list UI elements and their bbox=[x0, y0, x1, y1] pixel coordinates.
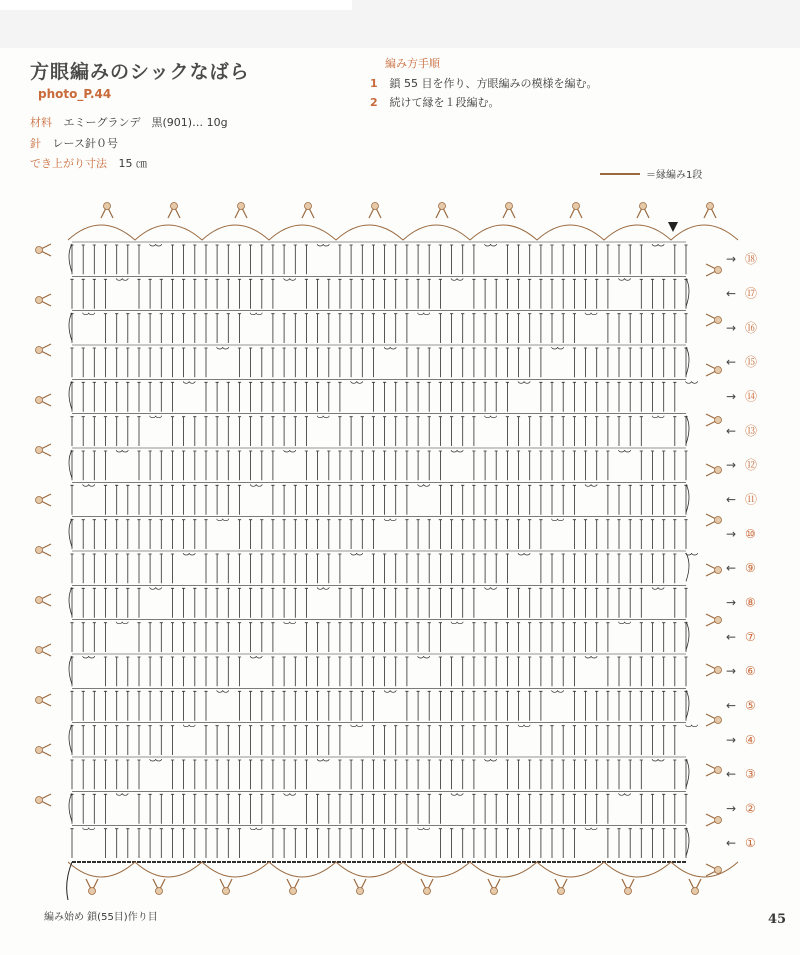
row-label: ⑫ bbox=[745, 458, 758, 473]
edge-picot bbox=[36, 394, 52, 406]
edge-wave-top bbox=[68, 225, 738, 240]
step-text: 鎖 55 目を作り、方眼編みの模様を編む。 bbox=[389, 77, 598, 90]
start-triangle-icon bbox=[668, 222, 678, 232]
row-direction-arrow: ← bbox=[726, 835, 737, 850]
edge-picot bbox=[302, 203, 314, 219]
row-direction-arrow: → bbox=[726, 526, 737, 541]
edge-picot bbox=[36, 744, 52, 756]
chain-loops bbox=[217, 347, 564, 349]
turning-chain bbox=[686, 690, 689, 718]
turning-chain bbox=[686, 622, 689, 650]
edge-picot bbox=[287, 879, 299, 895]
legend-label: ＝縁編み1段 bbox=[646, 170, 703, 181]
edge-picot bbox=[637, 203, 649, 219]
stitch-row bbox=[70, 760, 687, 789]
row-label: ⑤ bbox=[745, 698, 756, 713]
stitch-row bbox=[70, 314, 687, 343]
chain-loops bbox=[217, 690, 564, 692]
edge-picot bbox=[235, 203, 247, 219]
photo-reference: photo_P.44 bbox=[38, 87, 112, 101]
row-label: ⑦ bbox=[745, 629, 756, 644]
edge-picot bbox=[488, 879, 500, 895]
stitch-row bbox=[70, 485, 687, 514]
edge-picot bbox=[706, 364, 722, 376]
edge-picot bbox=[36, 694, 52, 706]
edge-picot bbox=[36, 244, 52, 256]
row-label: ⑱ bbox=[745, 252, 758, 267]
stitch-row bbox=[70, 657, 687, 686]
row-direction-arrow: ← bbox=[726, 355, 737, 370]
edge-picot bbox=[36, 444, 52, 456]
yarn-label: 材料 bbox=[30, 116, 52, 129]
row-label: ⑰ bbox=[745, 286, 758, 301]
turning-chain bbox=[686, 828, 689, 856]
step-text: 続けて縁を１段編む。 bbox=[389, 96, 500, 109]
turning-chain bbox=[69, 519, 72, 547]
start-pointer bbox=[67, 862, 72, 900]
row-label: ⑪ bbox=[745, 492, 758, 507]
page-number: 45 bbox=[768, 912, 787, 927]
row-label: ⑧ bbox=[745, 595, 756, 610]
edge-picot bbox=[706, 664, 722, 676]
edge-picot bbox=[354, 879, 366, 895]
edge-picot bbox=[706, 614, 722, 626]
row-direction-arrow: → bbox=[726, 664, 737, 679]
stitch-row bbox=[70, 348, 687, 377]
edge-wave-bottom bbox=[68, 862, 738, 877]
needle-value: レース針０号 bbox=[52, 137, 118, 150]
row-direction-arrow: → bbox=[726, 389, 737, 404]
edge-picot bbox=[622, 879, 634, 895]
row-direction-arrow: → bbox=[726, 732, 737, 747]
stitch-row bbox=[70, 279, 687, 308]
step-number: 1 bbox=[370, 77, 378, 90]
row-label: ⑯ bbox=[745, 320, 758, 335]
edge-picot bbox=[704, 203, 716, 219]
instructions-heading: 編み方手順 bbox=[385, 57, 440, 70]
edge-picot bbox=[36, 794, 52, 806]
stitch-row bbox=[70, 588, 687, 617]
row-direction-arrow: ← bbox=[726, 767, 737, 782]
row-direction-arrow: ← bbox=[726, 561, 737, 576]
turning-chain bbox=[686, 416, 689, 444]
row-direction-arrow: → bbox=[726, 252, 737, 267]
row-label: ⑥ bbox=[745, 664, 756, 679]
edge-picot bbox=[369, 203, 381, 219]
edge-picot bbox=[421, 879, 433, 895]
turning-chain bbox=[686, 553, 689, 581]
turning-chain bbox=[69, 656, 72, 684]
row-direction-arrow: → bbox=[726, 458, 737, 473]
size-value: 15 ㎝ bbox=[118, 157, 147, 170]
edge-picot bbox=[36, 644, 52, 656]
stitch-row bbox=[70, 691, 687, 720]
edge-picot bbox=[36, 594, 52, 606]
row-direction-arrow: ← bbox=[726, 423, 737, 438]
turning-chain bbox=[69, 587, 72, 615]
row-direction-arrow: → bbox=[726, 595, 737, 610]
edge-picot bbox=[706, 514, 722, 526]
edge-picot bbox=[220, 879, 232, 895]
row-direction-arrow: ← bbox=[726, 698, 737, 713]
stitch-row bbox=[70, 554, 676, 583]
edge-picot bbox=[706, 314, 722, 326]
stitch-row bbox=[70, 520, 687, 549]
turning-chain bbox=[69, 313, 72, 341]
stitch-row bbox=[70, 382, 676, 411]
row-direction-arrow: ← bbox=[726, 629, 737, 644]
needle-label: 針 bbox=[30, 137, 41, 150]
edge-picot bbox=[36, 494, 52, 506]
edge-picot bbox=[706, 714, 722, 726]
stitch-row bbox=[70, 829, 687, 858]
edge-picot bbox=[36, 344, 52, 356]
row-direction-arrow: ← bbox=[726, 286, 737, 301]
page-title: 方眼編みのシックなばら bbox=[30, 61, 250, 83]
chain-loops bbox=[217, 519, 564, 521]
row-label: ⑬ bbox=[745, 423, 758, 438]
size-label: でき上がり寸法 bbox=[30, 157, 107, 170]
edge-picot bbox=[36, 544, 52, 556]
turning-chain bbox=[69, 381, 72, 409]
edge-picot bbox=[706, 464, 722, 476]
turning-chain bbox=[69, 793, 72, 821]
edge-picot bbox=[503, 203, 515, 219]
edge-picot bbox=[706, 564, 722, 576]
row-label: ⑨ bbox=[745, 561, 756, 576]
stitch-row bbox=[70, 451, 687, 480]
row-label: ① bbox=[745, 835, 756, 850]
edge-picot bbox=[570, 203, 582, 219]
row-label: ⑭ bbox=[745, 389, 758, 404]
stitch-row bbox=[70, 623, 687, 652]
turning-chain bbox=[686, 759, 689, 787]
row-label: ③ bbox=[745, 767, 756, 782]
turning-chain bbox=[69, 244, 72, 272]
step-number: 2 bbox=[370, 96, 378, 109]
row-direction-arrow: → bbox=[726, 320, 737, 335]
row-direction-arrow: ← bbox=[726, 492, 737, 507]
edge-picot bbox=[101, 203, 113, 219]
row-label: ⑩ bbox=[745, 526, 756, 541]
turning-chain bbox=[686, 484, 689, 512]
row-direction-arrow: → bbox=[726, 801, 737, 816]
stitch-row bbox=[70, 245, 687, 274]
edge-picot bbox=[436, 203, 448, 219]
yarn-value: エミーグランデ 黒(901)… 10g bbox=[63, 116, 228, 129]
edge-picot bbox=[168, 203, 180, 219]
edge-picot bbox=[86, 879, 98, 895]
start-note: 編み始め 鎖(55目)作り目 bbox=[44, 912, 158, 923]
row-label: ⑮ bbox=[745, 355, 758, 370]
row-label: ② bbox=[745, 801, 756, 816]
stitch-row bbox=[70, 417, 687, 446]
edge-picot bbox=[153, 879, 165, 895]
edge-picot bbox=[706, 414, 722, 426]
stitch-row bbox=[70, 794, 687, 823]
edge-picot bbox=[689, 879, 701, 895]
edge-picot bbox=[706, 264, 722, 276]
edge-picot bbox=[555, 879, 567, 895]
turning-chain bbox=[686, 278, 689, 306]
row-label: ④ bbox=[745, 732, 756, 747]
edge-picot bbox=[706, 764, 722, 776]
turning-chain bbox=[69, 450, 72, 478]
edge-picot bbox=[36, 294, 52, 306]
turning-chain bbox=[69, 725, 72, 753]
edge-picot bbox=[706, 814, 722, 826]
stitch-row bbox=[70, 726, 676, 755]
turning-chain bbox=[686, 347, 689, 375]
